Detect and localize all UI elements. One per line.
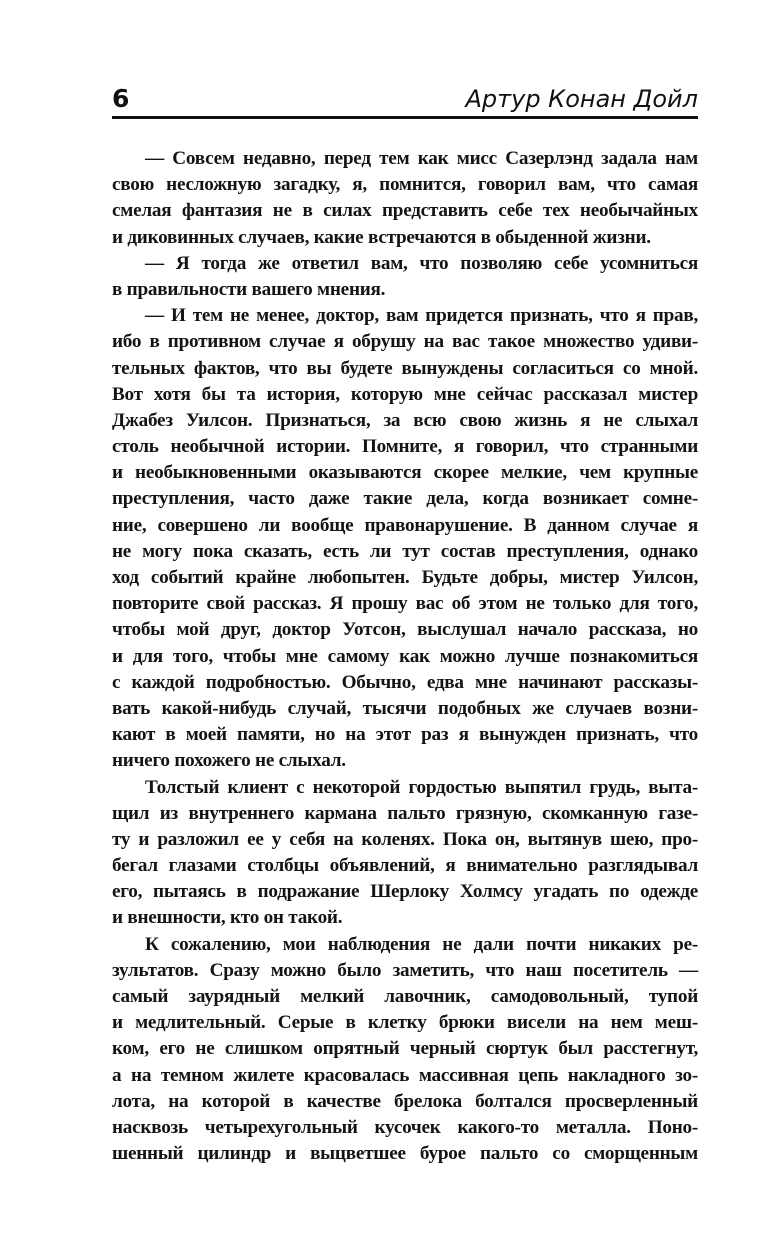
text-line: столь необычной истории. Помните, я говорил, что странными [112,436,698,458]
text-line: тельных фактов, что вы будете вынуждены согласиться со мной. [112,357,698,379]
text-line: свою несложную загадку, я, помнится, говорил вам, что самая [112,174,698,196]
text-line: ние, совершено ли вообще правонарушение. В данном случае я [112,514,698,536]
text-line: Джабез Уилсон. Признаться, за всю свою жизнь я не слыхал [112,409,698,431]
text-line: и необыкновенными оказываются скорее мелкие, чем крупные [112,462,698,484]
body-text [112,146,698,1167]
text-line: щил из внутреннего кармана пальто грязную, скомканную газе- [112,802,698,824]
header-rule [112,116,698,119]
text-line: и для того, чтобы мне самому как можно лучше познакомиться [112,645,698,667]
text-line: ибо в противном случае я обрушу на вас такое множество удиви- [112,331,698,353]
text-line: повторите свой рассказ. Я прошу вас об этом не только для того, [112,593,698,615]
text-line: лота, на которой в качестве брелока болтался просверленный [112,1090,698,1112]
text-line: кают в моей памяти, но на этот раз я вынужден признать, что [112,724,698,746]
text-line: не могу пока сказать, есть ли тут состав преступления, однако [112,540,698,562]
text-line: преступления, часто даже такие дела, когда возникает сомне- [112,488,698,510]
text-line: и диковинных случаев, какие встречаются в обыденной жизни. [112,226,651,248]
text-line: ту и разложил ее у себя на коленях. Пока он, вытянув шею, про- [112,828,698,850]
text-line: — И тем не менее, доктор, вам придется признать, что я прав, [145,305,698,327]
text-line: вать какой-нибудь случай, тысячи подобных же случаев возни- [112,697,698,719]
text-line: шенный цилиндр и выцветшее бурое пальто со сморщенным [112,1143,698,1165]
running-head [112,84,698,114]
text-line: его, пытаясь в подражание Шерлоку Холмсу угадать по одежде [112,881,698,903]
text-line: с каждой подробностью. Обычно, едва мне начинают рассказы- [112,671,698,693]
text-line: бегал глазами столбцы объявлений, я внимательно разглядывал [112,855,698,877]
text-line: Вот хотя бы та история, которую мне сейчас рассказал мистер [112,383,698,405]
text-line: ход событий крайне любопытен. Будьте добры, мистер Уилсон, [112,567,698,588]
text-line: зультатов. Сразу можно было заметить, что наш посетитель — [112,959,698,981]
text-line: К сожалению, мои наблюдения не дали почти никаких ре- [145,933,698,955]
text-line: ком, его не слишком опрятный черный сюртук был расстегнут, [112,1038,698,1060]
text-line: — Я тогда же ответил вам, что позволяю себе усомниться [145,252,698,274]
text-line: смелая фантазия не в силах представить себе тех необычайных [112,200,698,222]
text-line: насквозь четырехугольный кусочек какого-то металла. Поно- [112,1116,698,1138]
text-line: а на темном жилете красовалась массивная цепь накладного зо- [112,1064,698,1086]
text-line: — Совсем недавно, перед тем как мисс Сазерлэнд задала нам [145,148,698,169]
text-line: в правильности вашего мнения. [112,278,386,300]
text-line: ничего похожего не слыхал. [112,750,346,772]
running-title: Артур Конан Дойл [465,85,698,113]
text-line: и внешности, кто он такой. [112,907,343,929]
text-line: Толстый клиент с некоторой гордостью выпятил грудь, выта- [145,776,698,798]
page-number: 6 [112,84,130,113]
text-line: самый заурядный мелкий лавочник, самодовольный, тупой [112,986,698,1007]
text-line: чтобы мой друг, доктор Уотсон, выслушал начало рассказа, но [112,619,698,641]
text-line: и медлительный. Серые в клетку брюки висели на нем меш- [112,1012,698,1034]
